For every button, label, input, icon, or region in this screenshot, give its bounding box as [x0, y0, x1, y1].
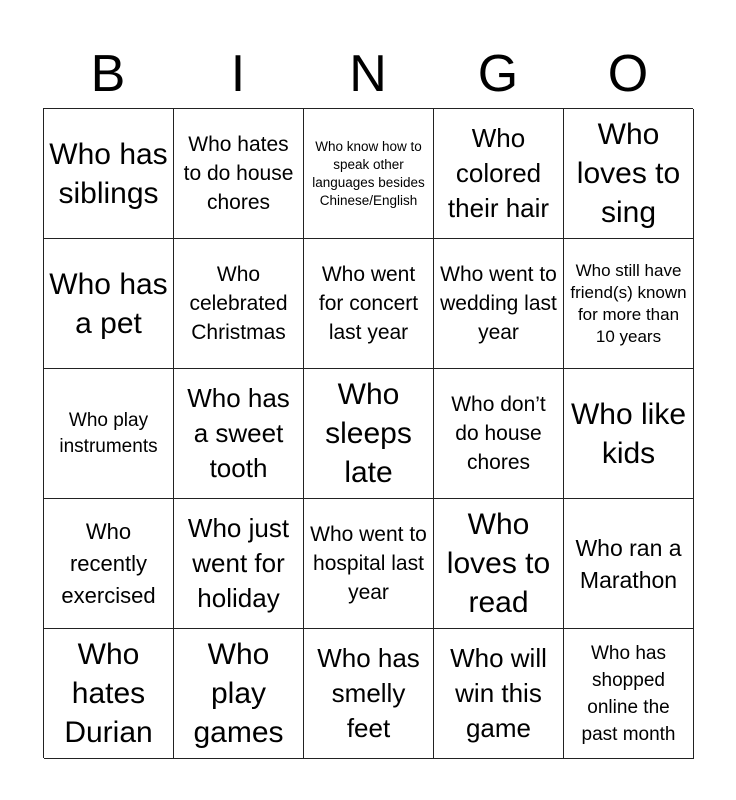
bingo-cell[interactable] — [44, 239, 174, 369]
header-letter-b: B — [90, 45, 126, 103]
bingo-cell[interactable] — [174, 499, 304, 629]
cell-text: Who just went for holiday — [187, 513, 290, 613]
bingo-cell[interactable] — [564, 239, 694, 369]
bingo-cell[interactable] — [434, 109, 564, 239]
bingo-cell[interactable] — [44, 499, 174, 629]
bingo-header — [43, 40, 693, 108]
bingo-cell[interactable] — [304, 109, 434, 239]
cell-text: Who play instruments — [59, 409, 158, 457]
cell-text: Who has a pet — [49, 267, 168, 340]
bingo-cell[interactable] — [174, 629, 304, 759]
bingo-cell[interactable] — [304, 239, 434, 369]
cell-text: Who colored their hair — [447, 123, 550, 223]
bingo-cell[interactable] — [434, 499, 564, 629]
cell-text: Who sleeps late — [325, 378, 412, 489]
bingo-cell[interactable] — [564, 629, 694, 759]
bingo-cell[interactable] — [304, 499, 434, 629]
header-letter-o: O — [607, 45, 649, 103]
cell-text: Who hates Durian — [64, 638, 153, 749]
cell-text: Who has smelly feet — [317, 643, 420, 743]
cell-text: Who like kids — [570, 397, 687, 470]
cell-text: Who loves to sing — [576, 118, 681, 229]
cell-text: Who has a sweet tooth — [187, 383, 290, 483]
bingo-cell[interactable] — [44, 369, 174, 499]
bingo-cell[interactable] — [564, 109, 694, 239]
cell-text: Who play games — [193, 638, 284, 749]
bingo-cell[interactable] — [564, 499, 694, 629]
bingo-card — [43, 108, 693, 758]
cell-text: Who went to hospital last year — [310, 523, 427, 604]
bingo-cell[interactable] — [564, 369, 694, 499]
cell-text: Who celebrated Christmas — [189, 263, 288, 344]
cell-text: Who hates to do house chores — [183, 133, 294, 214]
bingo-cell[interactable] — [44, 109, 174, 239]
bingo-cell[interactable] — [434, 629, 564, 759]
bingo-cell[interactable] — [174, 239, 304, 369]
cell-text: Who recently exercised — [61, 518, 156, 608]
cell-text: Who know how to speak other languages besides Chinese/English — [312, 138, 425, 208]
cell-text: Who still have friend(s) known for more than 10 years — [570, 260, 687, 346]
cell-text: Who has shopped online the past month — [581, 642, 676, 745]
cell-text: Who went for concert last year — [318, 263, 419, 344]
bingo-cell[interactable] — [434, 239, 564, 369]
cell-text: Who will win this game — [450, 643, 547, 743]
bingo-cell[interactable] — [304, 629, 434, 759]
cell-text: Who ran a Marathon — [575, 534, 682, 593]
header-letter-g: G — [477, 45, 519, 103]
bingo-cell[interactable] — [434, 369, 564, 499]
bingo-cell[interactable] — [304, 369, 434, 499]
cell-text: Who went to wedding last year — [440, 263, 557, 344]
bingo-cell[interactable] — [174, 369, 304, 499]
header-letter-n: N — [349, 45, 387, 103]
cell-text: Who has siblings — [49, 137, 168, 210]
cell-text: Who loves to read — [446, 508, 551, 619]
bingo-cell[interactable] — [174, 109, 304, 239]
header-letter-i: I — [230, 45, 246, 103]
bingo-cell[interactable] — [44, 629, 174, 759]
cell-text: Who don’t do house chores — [451, 393, 546, 474]
